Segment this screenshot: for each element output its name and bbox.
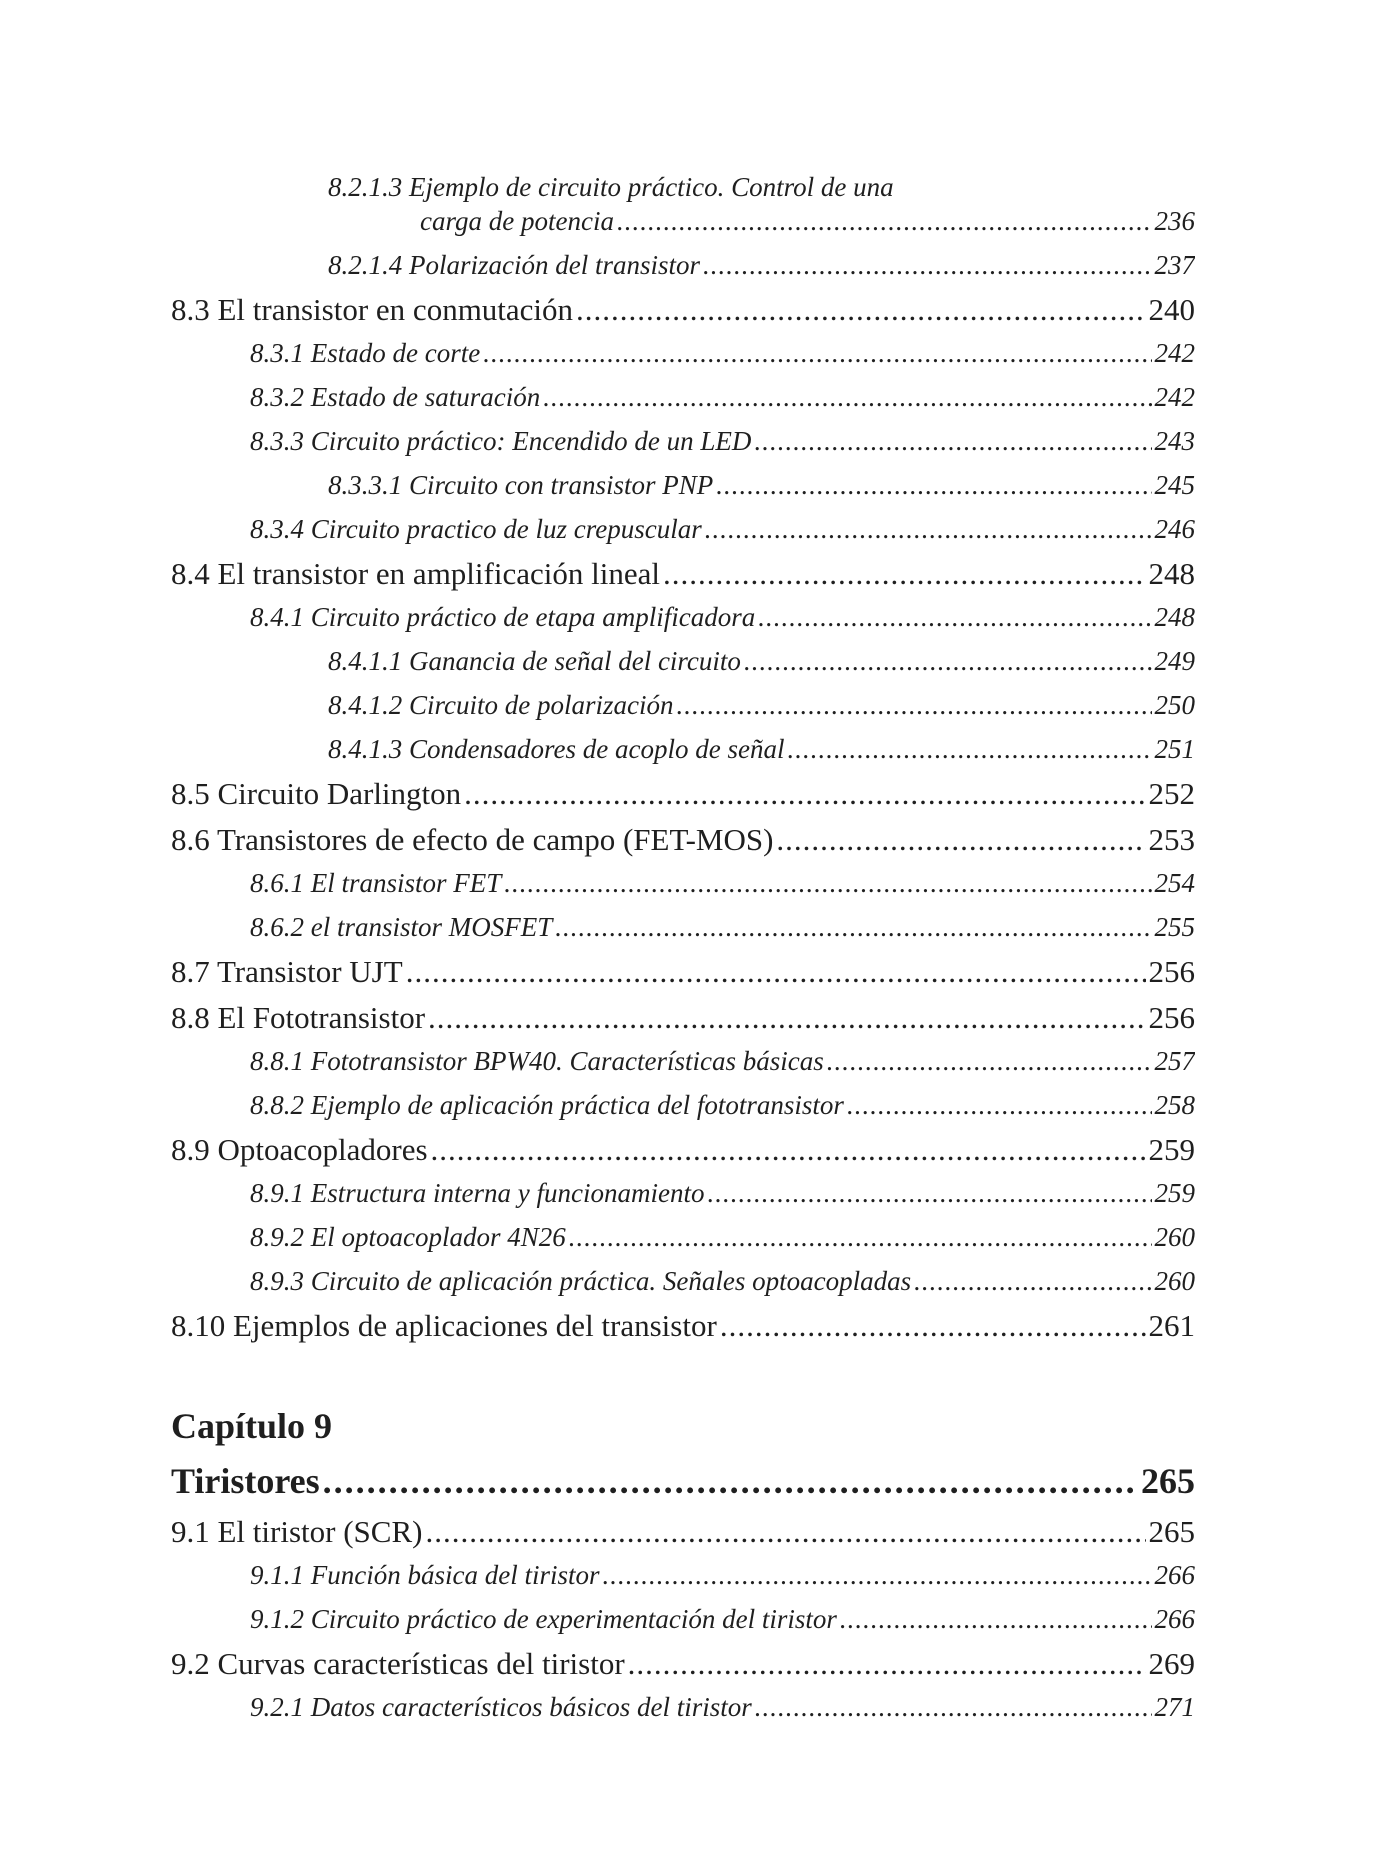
toc-page-number: 237: [1154, 250, 1195, 280]
toc-entry-8-2-1-4[interactable]: [328, 250, 1195, 281]
toc-entry-label: 9.1.2 Circuito práctico de experimentación del tiristor: [250, 1604, 837, 1634]
toc-entry-9-2[interactable]: [171, 1646, 1195, 1682]
toc-entry-label: 8.9.3 Circuito de aplicación práctica. Señales optoacopladas: [250, 1266, 912, 1296]
dot-leader: [716, 470, 1151, 501]
dot-leader: [483, 338, 1151, 369]
toc-entry-8-4[interactable]: [171, 556, 1195, 592]
toc-page-number: 259: [1154, 1178, 1195, 1208]
toc-entry-label: 8.4.1.2 Circuito de polarización: [328, 690, 674, 720]
toc-entry-8-5[interactable]: [171, 776, 1195, 812]
toc-page-number: 255: [1154, 912, 1195, 942]
toc-page-number: 260: [1154, 1222, 1195, 1252]
dot-leader: [323, 1460, 1138, 1502]
dot-leader: [754, 426, 1151, 457]
toc-entry-label: 8.3.1 Estado de corte: [250, 338, 481, 368]
toc-page-number: 243: [1154, 426, 1195, 456]
toc-entry-8-4-1-2[interactable]: [328, 690, 1195, 721]
toc-entry-label: 8.8.2 Ejemplo de aplicación práctica del fototransistor: [250, 1090, 844, 1120]
dot-leader: [744, 646, 1152, 677]
toc-entry-9-2-1[interactable]: [250, 1692, 1195, 1723]
toc-page-number: 250: [1154, 690, 1195, 720]
toc-entry-8-8-1[interactable]: [250, 1046, 1195, 1077]
toc-page-number: 258: [1154, 1090, 1195, 1120]
dot-leader: [677, 690, 1152, 721]
dot-leader: [425, 1514, 1145, 1550]
toc-page-number: 265: [1148, 1514, 1195, 1549]
toc-entry-label: 8.6.1 El transistor FET: [250, 868, 502, 898]
toc-entry-9-1-2[interactable]: [250, 1604, 1195, 1635]
toc-entry-8-6[interactable]: [171, 822, 1195, 858]
toc-entry-label: 8.9.1 Estructura interna y funcionamiento: [250, 1178, 705, 1208]
toc-entry-label: 9.1 El tiristor (SCR): [171, 1514, 423, 1549]
toc-entry-label: 8.6 Transistores de efecto de campo (FET-MOS): [171, 822, 774, 857]
toc-entry-label: 8.4 El transistor en amplificación lineal: [171, 556, 660, 591]
toc-entry-label: 9.2.1 Datos característicos básicos del tiristor: [250, 1692, 752, 1722]
dot-leader: [406, 954, 1146, 990]
toc-page-number: 260: [1154, 1266, 1195, 1296]
toc-entry-8-4-1-1[interactable]: [328, 646, 1195, 677]
toc-entry-label: carga de potencia: [420, 206, 614, 236]
toc-page-number: 259: [1148, 1132, 1195, 1167]
dot-leader: [663, 556, 1146, 592]
toc-page-number: 252: [1148, 776, 1195, 811]
toc-entry-8-3-3[interactable]: [250, 426, 1195, 457]
toc-entry-label: 8.2.1.4 Polarización del transistor: [328, 250, 701, 280]
dot-leader: [543, 382, 1151, 413]
toc-page-number: 248: [1148, 556, 1195, 591]
toc-entry-label: 8.4.1.3 Condensadores de acoplo de señal: [328, 734, 785, 764]
toc-entry-8-3-3-1[interactable]: [328, 470, 1195, 501]
toc-page-number: 269: [1148, 1646, 1195, 1681]
toc-page-number: 256: [1148, 954, 1195, 989]
toc-entry-8-3-1[interactable]: [250, 338, 1195, 369]
toc-page-number: 242: [1154, 382, 1195, 412]
dot-leader: [428, 1000, 1145, 1036]
toc-page-number: 248: [1154, 602, 1195, 632]
toc-entry-label: 8.3.3 Circuito práctico: Encendido de un LED: [250, 426, 752, 456]
dot-leader: [707, 1178, 1151, 1209]
toc-entry-8-9-3[interactable]: [250, 1266, 1195, 1297]
toc-entry-label: 8.4.1.1 Ganancia de señal del circuito: [328, 646, 741, 676]
toc-entry-label: 8.7 Transistor UJT: [171, 954, 403, 989]
toc-entry-8-3-4[interactable]: [250, 514, 1195, 545]
dot-leader: [847, 1090, 1152, 1121]
dot-leader: [720, 1308, 1146, 1344]
toc-entry-8-8[interactable]: [171, 1000, 1195, 1036]
dot-leader: [705, 514, 1152, 545]
toc-entry-8-9-1[interactable]: [250, 1178, 1195, 1209]
dot-leader: [758, 602, 1151, 633]
toc-page-number: 261: [1148, 1308, 1195, 1343]
dot-leader: [602, 1560, 1151, 1591]
dot-leader: [755, 1692, 1152, 1723]
dot-leader: [576, 292, 1145, 328]
toc-entry-label: 8.9.2 El optoacoplador 4N26: [250, 1222, 566, 1252]
dot-leader: [840, 1604, 1152, 1635]
toc-page-number: 256: [1148, 1000, 1195, 1035]
toc-entry-label: 8.9 Optoacopladores: [171, 1132, 428, 1167]
dot-leader: [787, 734, 1151, 765]
toc-page-number: 249: [1154, 646, 1195, 676]
toc-entry-8-3-2[interactable]: [250, 382, 1195, 413]
toc-entry-label: 8.4.1 Circuito práctico de etapa amplificadora: [250, 602, 756, 632]
dot-leader: [555, 912, 1151, 943]
toc-entry-8-2-1-3-cont[interactable]: [420, 206, 1195, 237]
dot-leader: [464, 776, 1145, 812]
toc-page-number: 246: [1154, 514, 1195, 544]
toc-page-number: 265: [1141, 1461, 1195, 1501]
dot-leader: [776, 822, 1145, 858]
dot-leader: [617, 206, 1152, 237]
toc-entry-8-6-1[interactable]: [250, 868, 1195, 899]
toc-entry-label: 8.8.1 Fototransistor BPW40. Características básicas: [250, 1046, 824, 1076]
toc-entry-label: 9.2 Curvas características del tiristor: [171, 1646, 625, 1681]
toc-page-number: 236: [1154, 206, 1195, 236]
toc-page-number: 253: [1148, 822, 1195, 857]
dot-leader: [504, 868, 1151, 899]
dot-leader: [914, 1266, 1151, 1297]
toc-entry-label: 8.8 El Fototransistor: [171, 1000, 426, 1035]
toc-page-number: 266: [1154, 1560, 1195, 1590]
toc-entry-label: 8.3.3.1 Circuito con transistor PNP: [328, 470, 714, 500]
toc-entry-label: 8.5 Circuito Darlington: [171, 776, 462, 811]
toc-chapter-9-title[interactable]: [171, 1460, 1195, 1502]
toc-page-number: 242: [1154, 338, 1195, 368]
toc-entry-8-4-1-3[interactable]: [328, 734, 1195, 765]
toc-entry-label: 8.3 El transistor en conmutación: [171, 292, 574, 327]
toc-entry-label: 8.10 Ejemplos de aplicaciones del transistor: [171, 1308, 717, 1343]
toc-entry-label: 9.1.1 Función básica del tiristor: [250, 1560, 600, 1590]
toc-entry-8-9-2[interactable]: [250, 1222, 1195, 1253]
dot-leader: [827, 1046, 1152, 1077]
toc-entry-8-4-1[interactable]: [250, 602, 1195, 633]
toc-entry-8-7[interactable]: [171, 954, 1195, 990]
toc-page-number: 257: [1154, 1046, 1195, 1076]
toc-entry-label: Tiristores: [171, 1461, 320, 1501]
toc-entry-label: 8.6.2 el transistor MOSFET: [250, 912, 553, 942]
toc-entry-8-8-2[interactable]: [250, 1090, 1195, 1121]
toc-page-number: 266: [1154, 1604, 1195, 1634]
toc-page-number: 240: [1148, 292, 1195, 327]
dot-leader: [628, 1646, 1146, 1682]
toc-entry-9-1-1[interactable]: [250, 1560, 1195, 1591]
toc-entry-8-2-1-3[interactable]: [328, 172, 894, 203]
toc-page-number: 245: [1154, 470, 1195, 500]
toc-entry-label: 8.3.2 Estado de saturación: [250, 382, 541, 412]
toc-entry-8-9[interactable]: [171, 1132, 1195, 1168]
toc-entry-8-10[interactable]: [171, 1308, 1195, 1344]
toc-page-number: 271: [1154, 1692, 1195, 1722]
toc-page-number: 251: [1154, 734, 1195, 764]
chapter-heading: Capítulo 9: [171, 1406, 333, 1446]
toc-page-number: 254: [1154, 868, 1195, 898]
toc-entry-label: 8.3.4 Circuito practico de luz crepuscular: [250, 514, 702, 544]
toc-entry-8-3[interactable]: [171, 292, 1195, 328]
dot-leader: [431, 1132, 1146, 1168]
toc-entry-8-6-2[interactable]: [250, 912, 1195, 943]
toc-entry-label: 8.2.1.3 Ejemplo de circuito práctico. Control de una: [328, 172, 894, 202]
dot-leader: [569, 1222, 1152, 1253]
toc-entry-9-1[interactable]: [171, 1514, 1195, 1550]
dot-leader: [703, 250, 1151, 281]
